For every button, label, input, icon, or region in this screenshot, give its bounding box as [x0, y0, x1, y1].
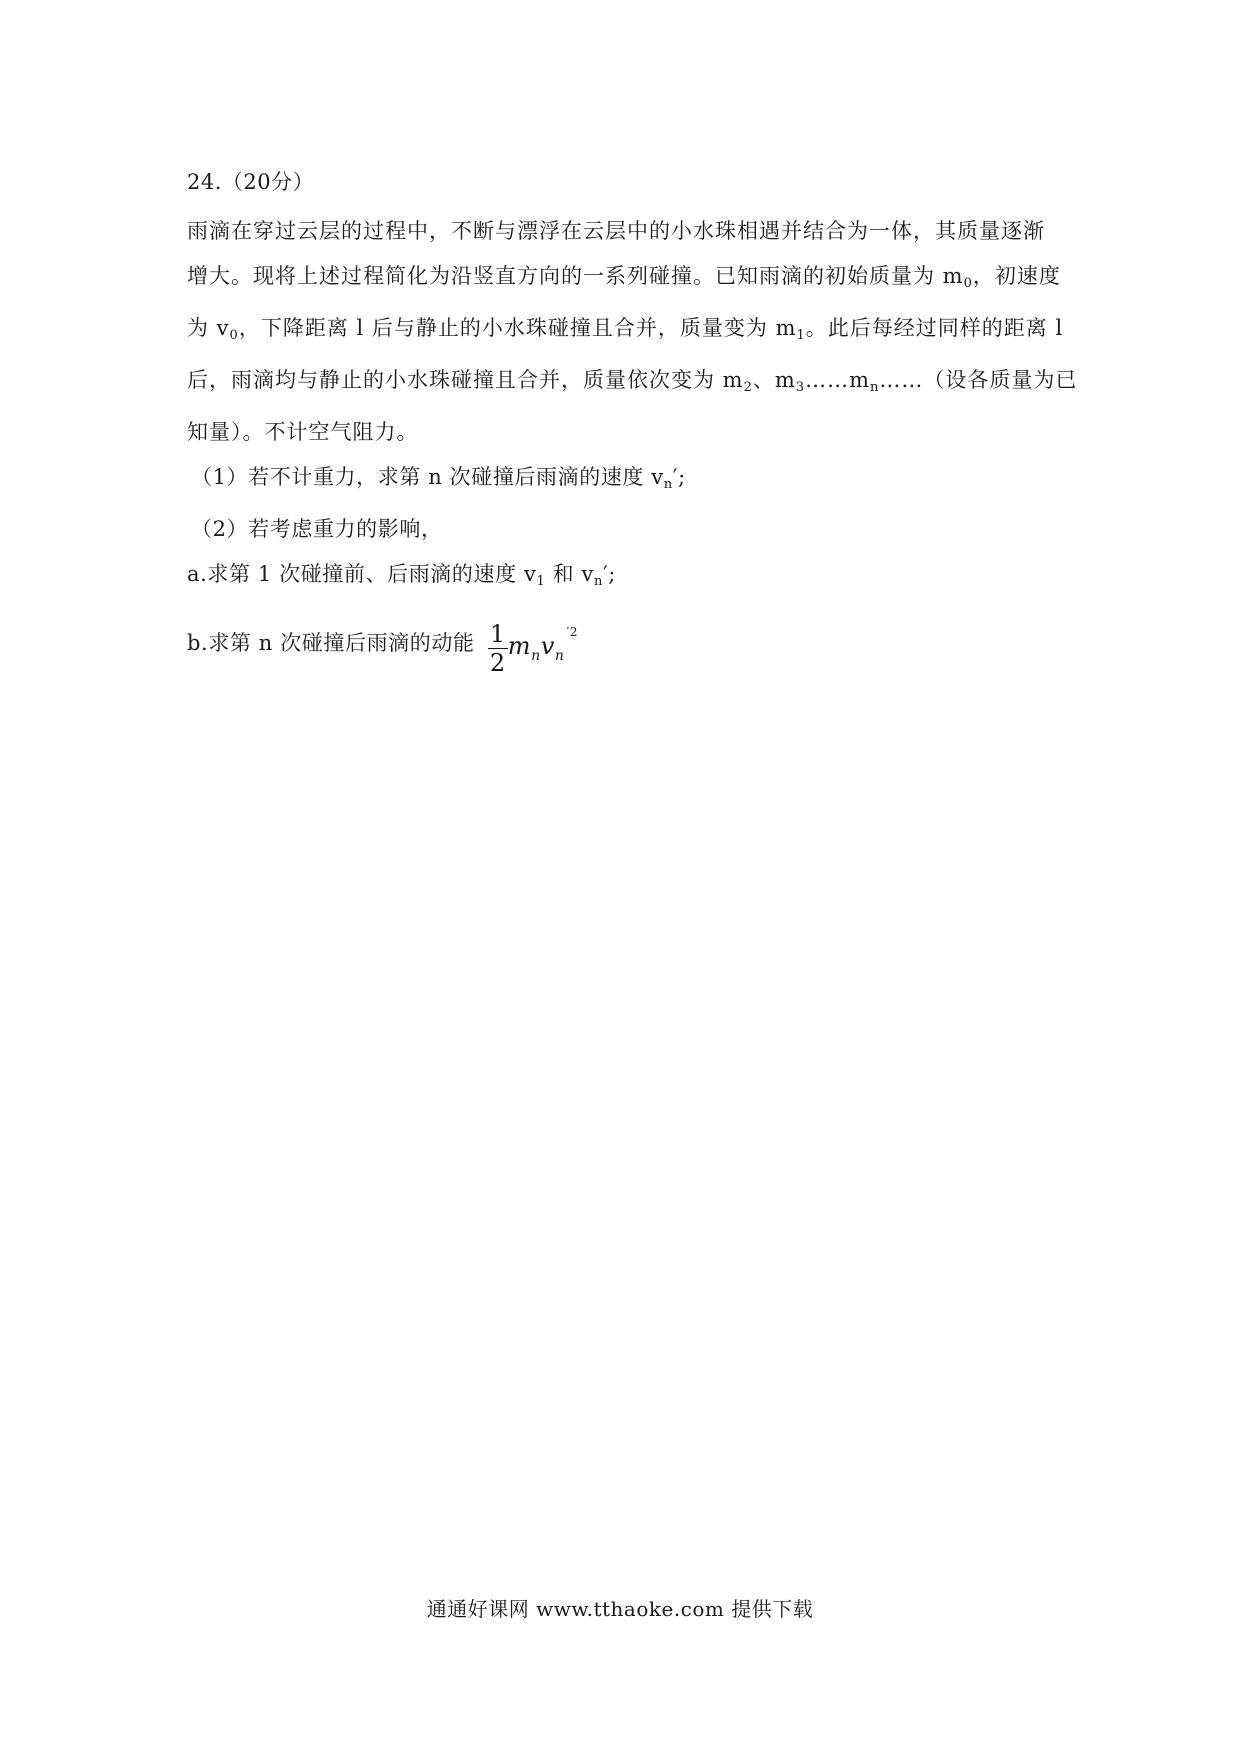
part-2b: b.求第 n 次碰撞后雨滴的动能 $\frac{1}{2}$ $m_nv_n^{'2}$ [187, 610, 1057, 679]
question-24 [187, 160, 1078, 679]
fraction-one-half: $\frac{1}{2}$ [489, 620, 506, 677]
part-1: （1）若不计重力，求第 n 次碰撞后雨滴的速度 $v_n'$; [191, 465, 686, 492]
paragraph-line-2: 增大。现将上述过程简化为沿竖直方向的一系列碰撞。已知雨滴的初始质量为 $m_0$，初速度 [187, 264, 1061, 291]
question-paragraph [187, 209, 1078, 455]
paragraph-line-4: 后，雨滴均与静止的小水珠碰撞且合并，质量依次变为 $m_2$、$m_3\dots\dots m_n\dots\dots$（设各质量为已 [187, 368, 1078, 395]
paragraph-line-1: 雨滴在穿过云层的过程中，不断与漂浮在云层中的小水珠相遇并结合为一体，其质量逐渐 [187, 219, 1045, 243]
part-2a: a.求第 1 次碰撞前、后雨滴的速度 $v_1$ 和 $v_n'$; [187, 562, 616, 589]
question-header: 24.（20分） [187, 170, 315, 194]
kinetic-energy-formula: $\frac{1}{2}$ $m_nv_n^{'2}$ [489, 620, 579, 677]
footer-source: 通通好课网 www.tthaoke.com 提供下载 [426, 1597, 814, 1621]
paragraph-line-3: 为 $v_0$，下降距离 l 后与静止的小水珠碰撞且合并，质量变为 $m_1$。此后每经过同样的距离 l [187, 316, 1064, 343]
paragraph-line-5: 知量）。不计空气阻力。 [187, 420, 419, 444]
part-2: （2）若考虑重力的影响， [191, 517, 443, 541]
